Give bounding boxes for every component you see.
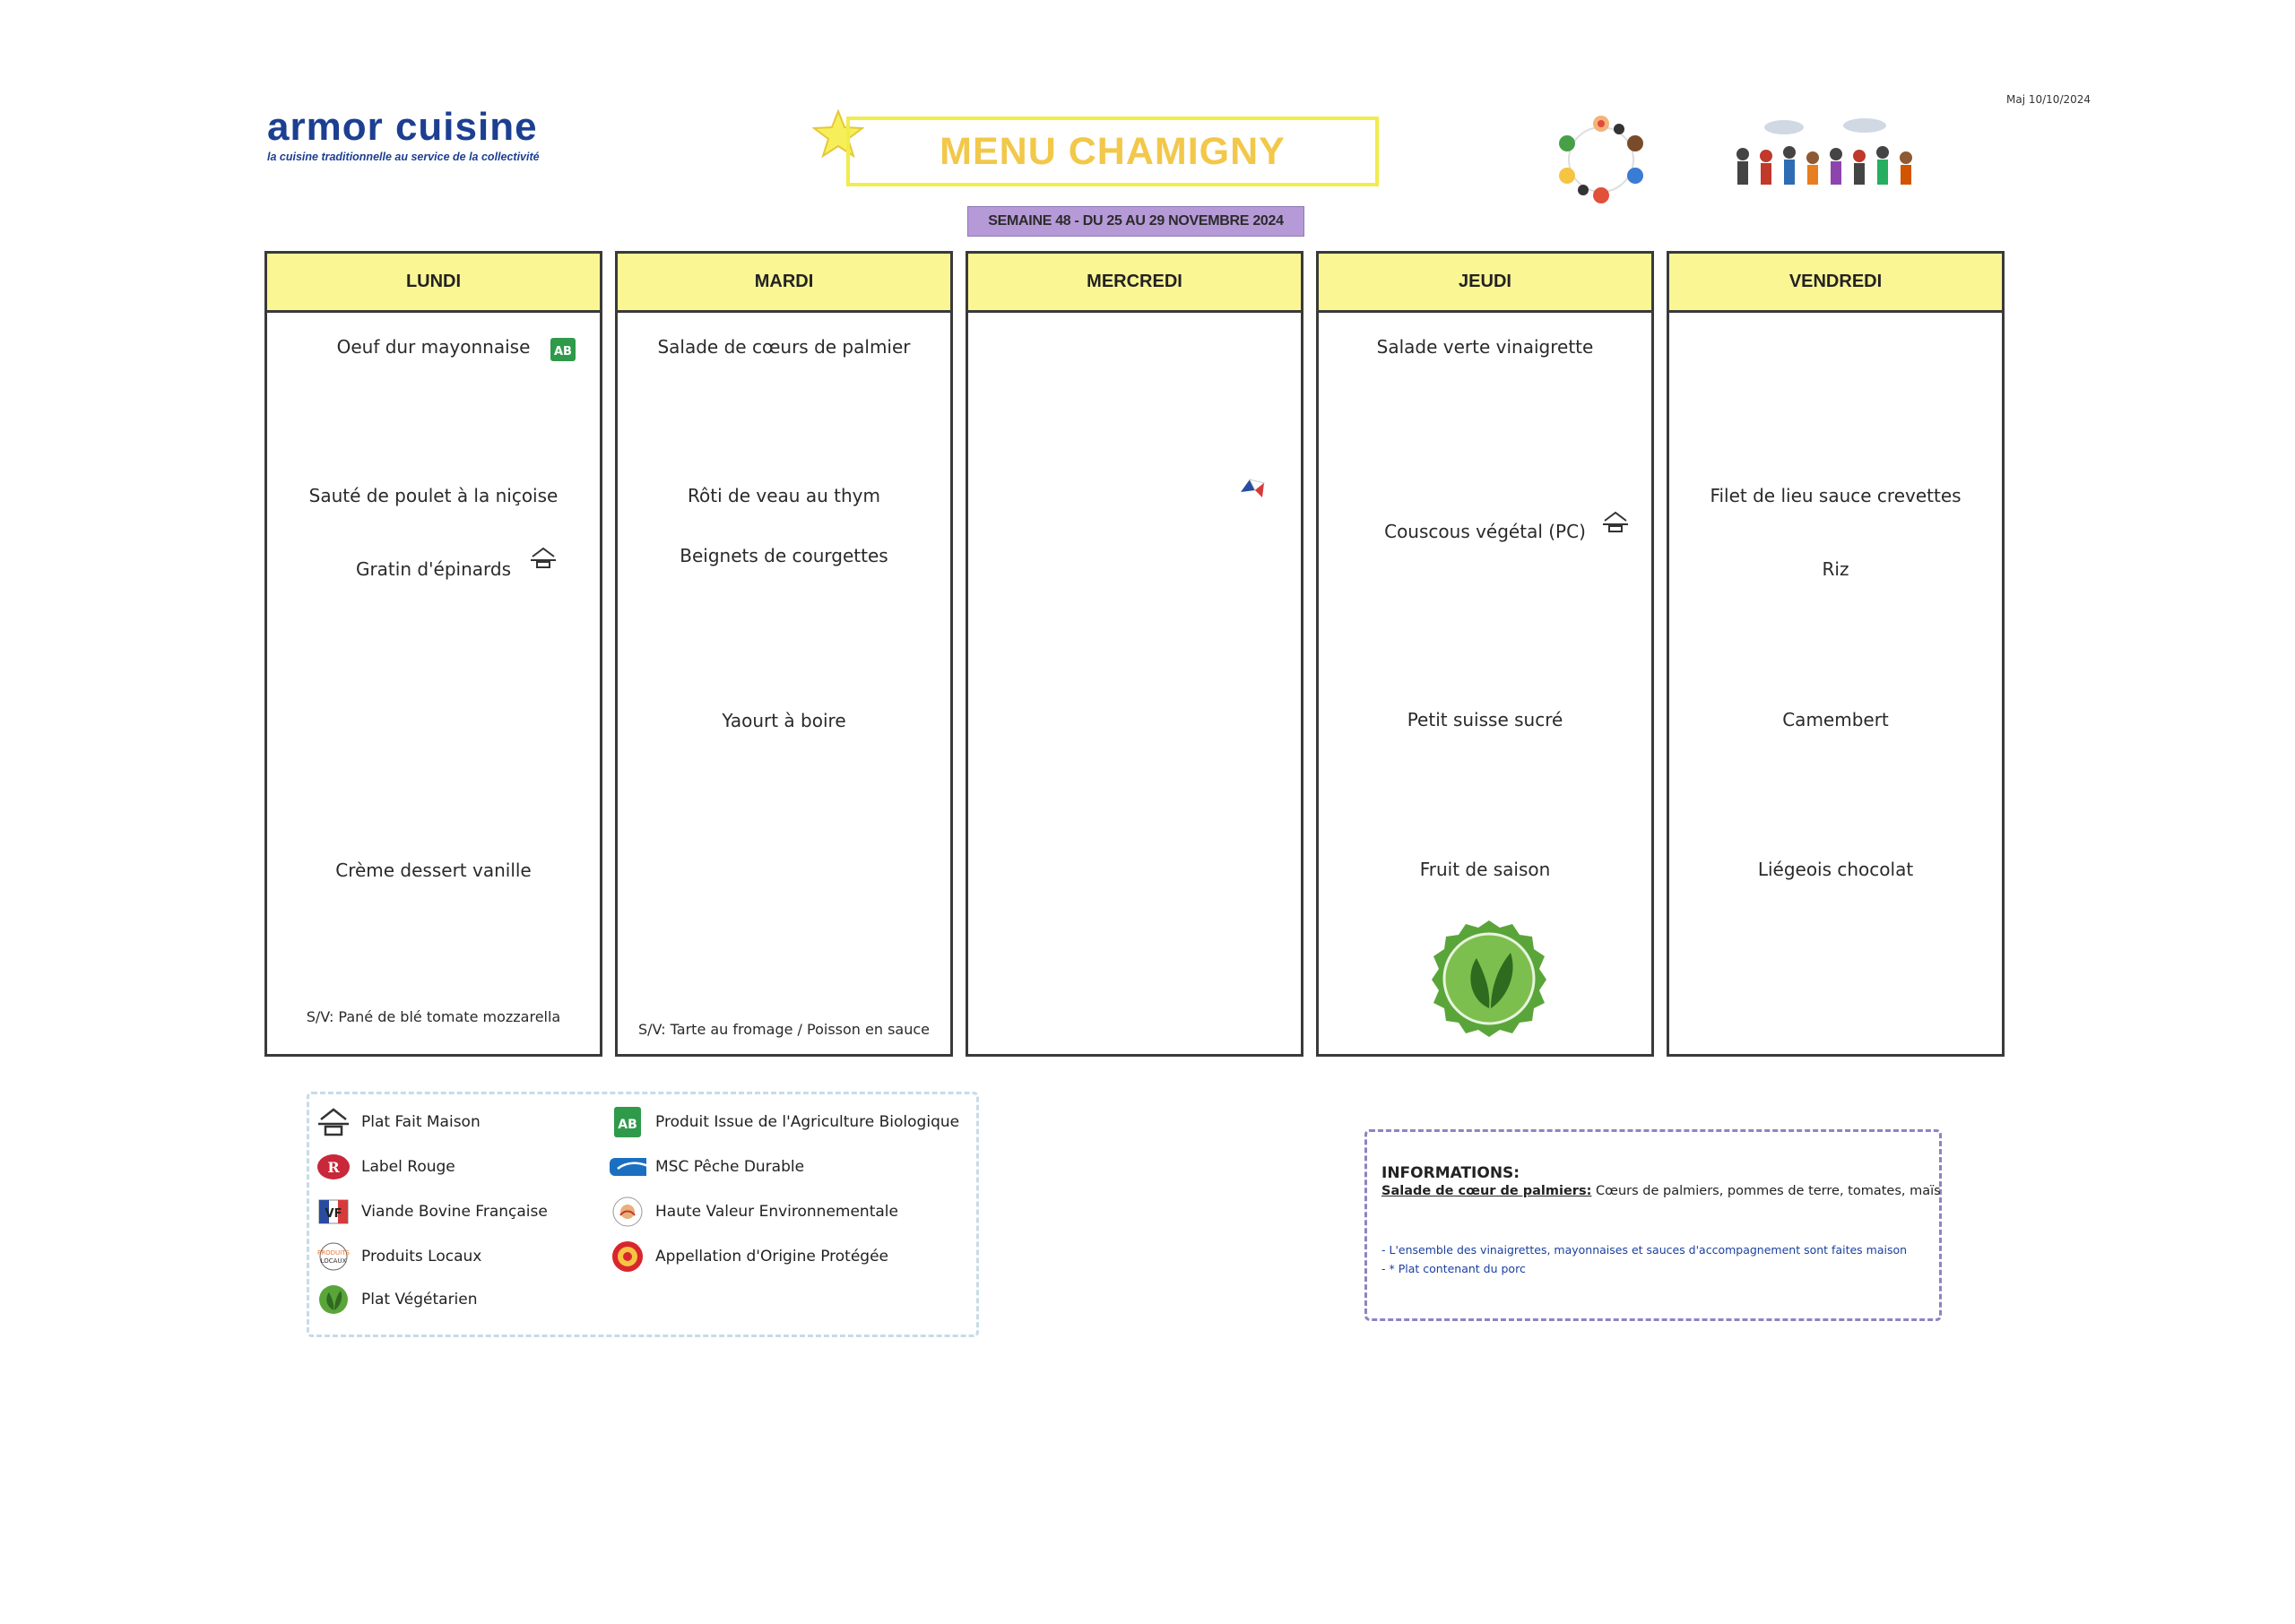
house-icon [529,546,558,573]
svg-text:R: R [327,1159,340,1176]
menu-item: Camembert [1782,709,1889,730]
brand-logo [267,106,572,163]
vegetarian-icon [315,1283,352,1317]
children-row-icon [1730,115,1929,195]
svg-text:PRODUITS: PRODUITS [317,1249,350,1257]
sv-option: S/V: Pané de blé tomate mozzarella [306,1008,561,1025]
menu-item: Crème dessert vanille [335,860,532,881]
france-flag-icon [1237,474,1268,505]
svg-text:AB: AB [554,345,572,358]
update-date: Maj 10/10/2024 [2006,93,2091,106]
info-title: INFORMATIONS: [1381,1164,1520,1182]
info-dish-desc: Cœurs de palmiers, pommes de terre, tomates, maïs [1591,1184,1941,1198]
msc-icon [609,1150,646,1184]
legend-item [315,1105,481,1139]
info-note-sauces: - L'ensemble des vinaigrettes, mayonnaises et sauces d'accompagnement sont faites maison [1381,1243,1908,1257]
menu-title: MENU CHAMIGNY [846,117,1379,186]
ab-icon [550,337,576,366]
menu-item: Couscous végétal (PC) [1384,521,1586,542]
day-header: LUNDI [267,254,600,313]
week-label: SEMAINE 48 - DU 25 AU 29 NOVEMBRE 2024 [967,206,1304,237]
menu-item: Rôti de veau au thym [688,485,880,506]
day-header: VENDREDI [1669,254,2002,313]
house-icon [315,1105,352,1139]
legend-item [315,1283,478,1317]
legend-label: Appellation d'Origine Protégée [655,1248,889,1266]
legend-label: Plat Fait Maison [361,1113,481,1131]
legend-label: Produit Issue de l'Agriculture Biologique [655,1113,960,1131]
legend-label: Viande Bovine Française [361,1203,548,1221]
legend-item [609,1240,888,1274]
menu-item: Filet de lieu sauce crevettes [1710,485,1962,506]
label-rouge-icon [315,1150,352,1184]
legend-label: Label Rouge [361,1158,455,1176]
menu-item: Oeuf dur mayonnaise [336,336,531,358]
legend-item [609,1105,959,1139]
legend-label: Plat Végétarien [361,1291,478,1309]
svg-text:LOCAUX: LOCAUX [320,1257,347,1265]
hve-icon [609,1195,646,1229]
local-products-icon [315,1240,352,1274]
menu-item: Gratin d'épinards [355,558,512,580]
day-column-mardi [615,251,953,1057]
legend-item [609,1195,898,1229]
info-dish-name: Salade de cœur de palmiers: [1381,1184,1592,1198]
day-column-jeudi [1316,251,1654,1057]
legend-item [315,1240,481,1274]
day-header: MERCREDI [968,254,1301,313]
menu-item: Sauté de poulet à la niçoise [308,485,559,506]
information-box [1364,1129,1942,1321]
svg-text:AB: AB [618,1118,637,1132]
info-note-pork: - * Plat contenant du porc [1381,1262,1526,1275]
menu-item: Yaourt à boire [722,710,846,731]
svg-text:VF: VF [325,1207,342,1221]
legend-label: MSC Pêche Durable [655,1158,805,1176]
day-column-mercredi [966,251,1303,1057]
legend-label: Haute Valeur Environnementale [655,1203,898,1221]
menu-item: Beignets de courgettes [680,545,888,566]
legend-item [315,1195,548,1229]
aop-icon [609,1240,646,1274]
vbf-icon [315,1195,352,1229]
children-circle-icon [1549,113,1653,204]
legend-item [315,1150,455,1184]
legend [307,1092,979,1337]
sv-option: S/V: Tarte au fromage / Poisson en sauce [638,1021,930,1038]
brand-name: armor cuisine [267,105,538,149]
info-dish-line [1381,1184,1941,1198]
day-header: MARDI [618,254,950,313]
vegetarian-badge-icon [1425,919,1554,1042]
menu-item: Petit suisse sucré [1407,709,1563,730]
menu-item: Fruit de saison [1419,859,1551,880]
day-column-lundi [264,251,602,1057]
legend-label: Produits Locaux [361,1248,482,1266]
menu-item: Salade verte vinaigrette [1376,336,1594,358]
menu-item: Riz [1822,558,1849,580]
menu-item: Salade de cœurs de palmier [657,336,911,358]
legend-item [609,1150,804,1184]
brand-tagline: la cuisine traditionnelle au service de la collectivité [267,151,540,163]
day-column-vendredi [1667,251,2005,1057]
day-header: JEUDI [1319,254,1651,313]
house-icon [1601,510,1630,537]
menu-item: Liégeois chocolat [1757,859,1914,880]
ab-icon [609,1105,646,1139]
